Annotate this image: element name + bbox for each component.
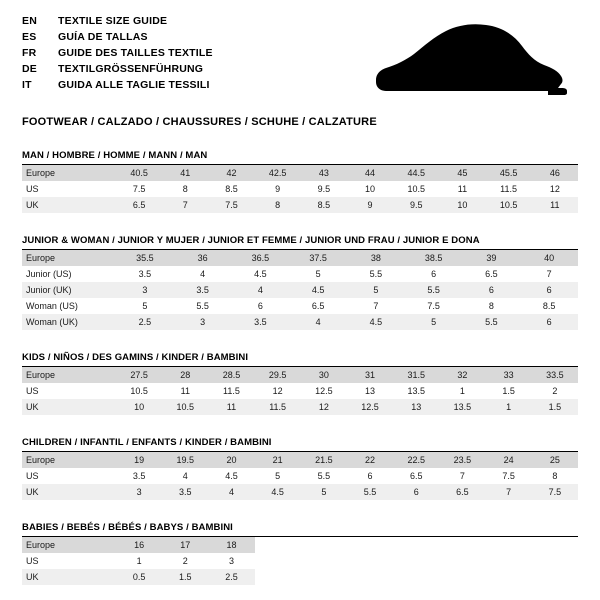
row-label: Europe: [22, 165, 116, 181]
language-row: [22, 46, 213, 61]
cell: 6: [463, 282, 521, 298]
cell: 11.5: [500, 183, 518, 194]
cell: 5: [301, 484, 347, 500]
cell: 1.5: [532, 399, 578, 415]
row-label: Europe: [22, 452, 116, 468]
cell: 4: [232, 282, 290, 298]
cell: 8.5: [542, 300, 556, 311]
cell: 12: [272, 385, 283, 396]
cell: 4.5: [225, 470, 238, 481]
cell: 13.5: [407, 385, 425, 396]
cell: 3: [116, 282, 174, 298]
table-row: [22, 367, 578, 383]
language-title-list: [22, 14, 213, 93]
cell: 2: [182, 555, 188, 566]
cell: 8: [552, 470, 558, 481]
cell: 12.5: [347, 399, 393, 415]
cell: 5: [315, 268, 321, 279]
cell: 13: [393, 399, 439, 415]
language-code: IT: [22, 79, 32, 91]
cell: 38.5: [405, 250, 463, 266]
cell: 18: [208, 537, 254, 553]
table-junior-woman: [22, 250, 578, 330]
cell: 39: [463, 250, 521, 266]
cell: 6.5: [311, 300, 325, 311]
language-row: [22, 62, 213, 77]
cell: 5.5: [463, 314, 521, 330]
size-table-man: [22, 150, 578, 213]
cell: 11: [208, 399, 254, 415]
cell: 38: [347, 250, 405, 266]
table-row: [22, 298, 578, 314]
cell: 1: [136, 555, 142, 566]
cell: 7.5: [132, 183, 146, 194]
cell: 44: [347, 165, 393, 181]
cell: 41: [162, 165, 208, 181]
table-row: [22, 553, 578, 569]
table-row: [22, 282, 578, 298]
cell: 13: [365, 385, 376, 396]
cell: 40: [520, 250, 578, 266]
cell: 3.5: [132, 470, 146, 481]
cell: 2: [552, 385, 558, 396]
cell: 33: [486, 367, 532, 383]
page-header: [22, 14, 578, 98]
cell: 20: [208, 452, 254, 468]
cell: 28: [162, 367, 208, 383]
cell: 12: [301, 399, 347, 415]
cell: 40.5: [116, 165, 162, 181]
cell: 5.5: [369, 268, 383, 279]
cell: 30: [301, 367, 347, 383]
cell: 17: [162, 537, 208, 553]
row-label: UK: [22, 197, 116, 213]
cell: 8: [182, 183, 188, 194]
cell: 7.5: [427, 300, 440, 311]
row-label: UK: [22, 569, 116, 585]
cell: 11.5: [223, 385, 240, 396]
cell: 0.5: [116, 569, 162, 585]
table-children: [22, 452, 578, 500]
cell: 37.5: [289, 250, 347, 266]
size-table-babies: [22, 522, 578, 585]
cell: 6: [367, 470, 373, 481]
table-row: [22, 468, 578, 484]
cell: 5: [405, 314, 463, 330]
size-table-children: [22, 437, 578, 500]
cell: 7.5: [208, 197, 254, 213]
cell: 7.5: [502, 470, 515, 481]
cell: 4: [200, 268, 206, 279]
cell: 1.5: [502, 385, 515, 396]
cell: 7: [546, 268, 552, 279]
cell: 5.5: [196, 300, 209, 311]
cell: 10.5: [162, 399, 208, 415]
cell: 27.5: [116, 367, 162, 383]
cell: 11: [532, 197, 578, 213]
cell: 10.5: [486, 197, 532, 213]
cell: 33.5: [532, 367, 578, 383]
cell: 4.5: [254, 268, 267, 279]
cell: 3: [116, 484, 162, 500]
size-table-kids: [22, 352, 578, 415]
cell: 6: [393, 484, 439, 500]
language-code: EN: [22, 15, 37, 27]
cell: 12: [549, 183, 560, 194]
cell: 6.5: [485, 268, 498, 279]
cell: 21: [255, 452, 301, 468]
cell: 32: [439, 367, 485, 383]
cell: 1.5: [162, 569, 208, 585]
cell: 6.5: [116, 197, 162, 213]
table-title: MAN / HOMBRE / HOMME / MANN / MAN: [22, 150, 578, 165]
language-code: FR: [22, 47, 37, 59]
cell: 10: [365, 183, 376, 194]
cell: 5: [142, 300, 148, 311]
cell: 42: [208, 165, 254, 181]
empty-cell: [255, 569, 578, 585]
cell: 9: [275, 183, 281, 194]
cell: 5.5: [317, 470, 331, 481]
table-row: [22, 250, 578, 266]
cell: 10.5: [407, 183, 425, 194]
row-label: Junior (US): [26, 268, 72, 279]
cell: 11: [180, 385, 190, 396]
language-row: [22, 30, 213, 45]
cell: 1: [486, 399, 532, 415]
cell: 25: [532, 452, 578, 468]
cell: 8: [255, 197, 301, 213]
cell: 42.5: [255, 165, 301, 181]
language-title: GUIDA ALLE TAGLIE TESSILI: [58, 79, 210, 91]
cell: 46: [532, 165, 578, 181]
cell: 36.5: [232, 250, 290, 266]
empty-cell: [255, 553, 578, 569]
row-label: US: [26, 555, 39, 566]
row-label: Europe: [22, 537, 116, 553]
table-title: KIDS / NIÑOS / DES GAMINS / KINDER / BAMBINI: [22, 352, 578, 367]
cell: 7.5: [532, 484, 578, 500]
cell: 23.5: [439, 452, 485, 468]
cell: 5: [275, 470, 281, 481]
row-label: UK: [22, 484, 116, 500]
row-label: US: [26, 470, 39, 481]
cell: 3.5: [138, 268, 152, 279]
row-label: Europe: [22, 367, 116, 383]
language-title: GUIDE DES TAILLES TEXTILE: [58, 47, 213, 59]
empty-cell: [255, 537, 578, 553]
cell: 6: [431, 268, 437, 279]
cell: 3.5: [232, 314, 290, 330]
cell: 5.5: [347, 484, 393, 500]
cell: 35.5: [116, 250, 174, 266]
language-title: TEXTILE SIZE GUIDE: [58, 15, 168, 27]
cell: 9.5: [393, 197, 439, 213]
row-label: Woman (US): [26, 300, 78, 311]
cell: 7: [162, 197, 208, 213]
table-man: [22, 165, 578, 213]
cell: 8.5: [301, 197, 347, 213]
table-row: [22, 484, 578, 500]
cell: 10: [439, 197, 485, 213]
cell: 11: [457, 183, 468, 194]
row-label: US: [26, 385, 39, 396]
cell: 9: [347, 197, 393, 213]
cell: 21.5: [301, 452, 347, 468]
cell: 4.5: [255, 484, 301, 500]
cell: 5: [347, 282, 405, 298]
cell: 9.5: [317, 183, 331, 194]
table-kids: [22, 367, 578, 415]
table-row: [22, 165, 578, 181]
table-row: [22, 181, 578, 197]
cell: 12.5: [315, 385, 333, 396]
cell: 31.5: [393, 367, 439, 383]
row-label: Europe: [22, 250, 116, 266]
dress-shoe-icon: [362, 18, 572, 98]
language-row: [22, 78, 213, 93]
table-babies: [22, 537, 578, 585]
cell: 4: [208, 484, 254, 500]
cell: 10: [116, 399, 162, 415]
cell: 8: [488, 300, 494, 311]
cell: 24: [486, 452, 532, 468]
language-title: GUÍA DE TALLAS: [58, 31, 148, 43]
table-row: [22, 197, 578, 213]
cell: 6: [520, 314, 578, 330]
cell: 3: [228, 555, 234, 566]
language-title: TEXTILGRÖSSENFÜHRUNG: [58, 63, 204, 75]
cell: 3.5: [174, 282, 232, 298]
cell: 13.5: [439, 399, 485, 415]
cell: 45: [439, 165, 485, 181]
cell: 4.5: [289, 282, 347, 298]
cell: 45.5: [486, 165, 532, 181]
row-label: UK: [22, 399, 116, 415]
size-table-junior-woman: [22, 235, 578, 330]
cell: 3.5: [162, 484, 208, 500]
cell: 4: [289, 314, 347, 330]
cell: 4.5: [347, 314, 405, 330]
cell: 10.5: [130, 385, 148, 396]
cell: 2.5: [208, 569, 254, 585]
cell: 6.5: [409, 470, 423, 481]
cell: 31: [347, 367, 393, 383]
table-title: JUNIOR & WOMAN / JUNIOR Y MUJER / JUNIOR ET FEMME / JUNIOR UND FRAU / JUNIOR E DONA: [22, 235, 578, 250]
page-title: FOOTWEAR / CALZADO / CHAUSSURES / SCHUHE / CALZATURE: [22, 116, 377, 128]
table-title: BABIES / BEBÉS / BÉBÉS / BABYS / BAMBINI: [22, 522, 578, 537]
cell: 2.5: [116, 314, 174, 330]
cell: 6: [520, 282, 578, 298]
table-title: CHILDREN / INFANTIL / ENFANTS / KINDER / BAMBINI: [22, 437, 578, 452]
table-row: [22, 399, 578, 415]
cell: 11.5: [255, 399, 301, 415]
cell: 19: [116, 452, 162, 468]
cell: 8.5: [225, 183, 238, 194]
cell: 3: [174, 314, 232, 330]
language-code: ES: [22, 31, 37, 43]
cell: 19.5: [162, 452, 208, 468]
table-row: [22, 266, 578, 282]
cell: 5.5: [405, 282, 463, 298]
cell: 16: [116, 537, 162, 553]
row-label: US: [26, 183, 39, 194]
cell: 28.5: [208, 367, 254, 383]
table-row: [22, 314, 578, 330]
table-row: [22, 569, 578, 585]
cell: 22.5: [393, 452, 439, 468]
cell: 43: [301, 165, 347, 181]
cell: 6: [257, 300, 263, 311]
cell: 7: [486, 484, 532, 500]
cell: 36: [174, 250, 232, 266]
cell: 7: [459, 470, 465, 481]
cell: 4: [182, 470, 188, 481]
cell: 6.5: [439, 484, 485, 500]
table-row: [22, 537, 578, 553]
table-row: [22, 452, 578, 468]
row-label: Junior (UK): [22, 282, 116, 298]
cell: 29.5: [255, 367, 301, 383]
row-label: Woman (UK): [22, 314, 116, 330]
language-code: DE: [22, 63, 37, 75]
table-row: [22, 383, 578, 399]
cell: 1: [459, 385, 465, 396]
language-row: [22, 14, 213, 29]
cell: 44.5: [393, 165, 439, 181]
cell: 7: [373, 300, 379, 311]
cell: 22: [347, 452, 393, 468]
